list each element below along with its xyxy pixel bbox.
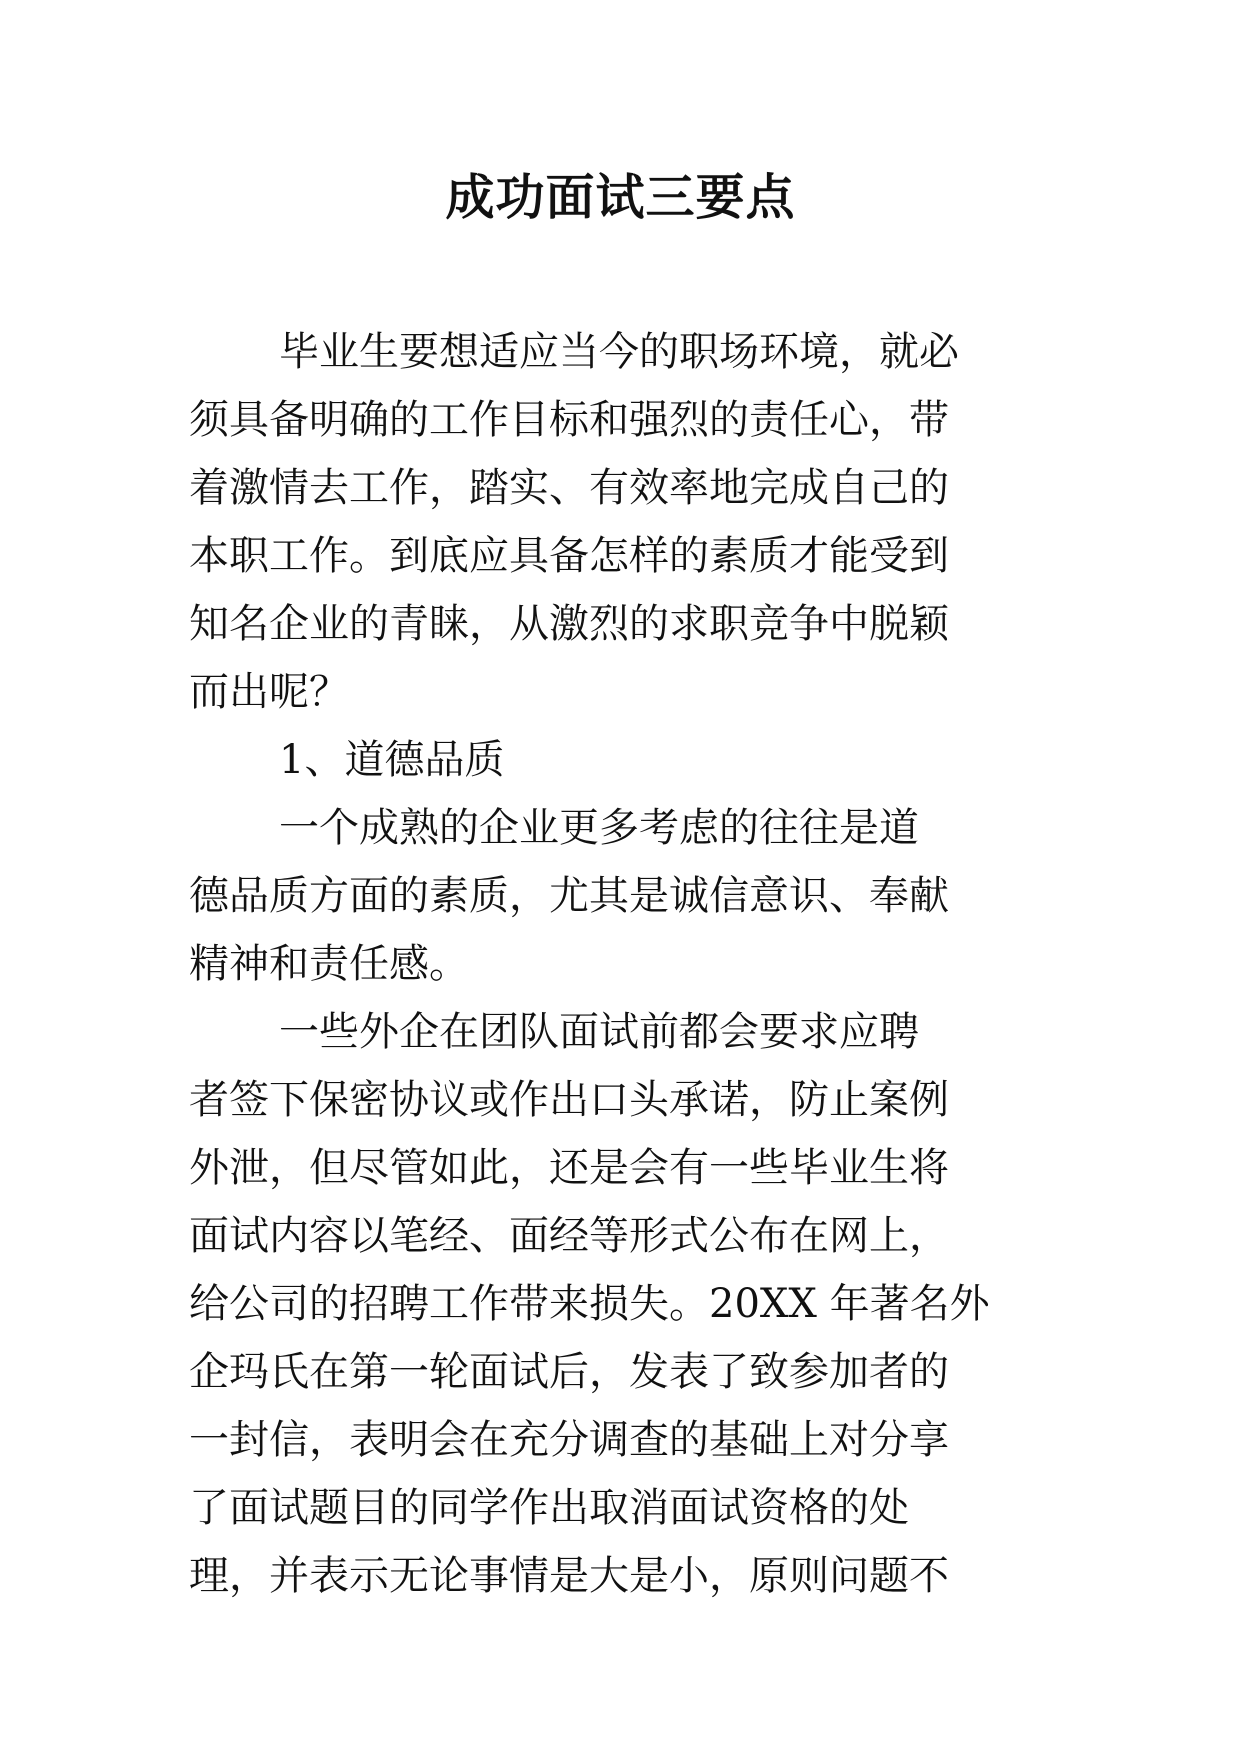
text-line: 本职工作。到底应具备怎样的素质才能受到 — [189, 533, 949, 579]
text-line: 外泄，但尽管如此，还是会有一些毕业生将 — [189, 1145, 949, 1191]
text-line: 知名企业的青睐，从激烈的求职竞争中脱颖 — [189, 601, 949, 647]
text-line: 企玛氏在第一轮面试后，发表了致参加者的 — [189, 1349, 949, 1395]
text-line: 1、道德品质 — [279, 737, 505, 783]
text-line: 一些外企在团队面试前都会要求应聘 — [279, 1009, 919, 1055]
text-line: 毕业生要想适应当今的职场环境，就必 — [279, 329, 959, 375]
text-line: 德品质方面的素质，尤其是诚信意识、奉献 — [189, 873, 949, 919]
text-line: 而出呢？ — [189, 669, 349, 715]
text-line: 着激情去工作，踏实、有效率地完成自己的 — [189, 465, 949, 511]
text-line: 了面试题目的同学作出取消面试资格的处 — [189, 1485, 909, 1531]
document-title: 成功面试三要点 — [445, 169, 796, 226]
text-line: 一个成熟的企业更多考虑的往往是道 — [279, 805, 919, 851]
text-line: 精神和责任感。 — [189, 941, 469, 987]
document-body — [189, 318, 1069, 1610]
text-line: 理，并表示无论事情是大是小，原则问题不 — [189, 1553, 949, 1599]
text-line: 给公司的招聘工作带来损失。20XX 年著名外 — [189, 1281, 990, 1327]
text-line: 者签下保密协议或作出口头承诺，防止案例 — [189, 1077, 949, 1123]
text-line: 须具备明确的工作目标和强烈的责任心，带 — [189, 397, 949, 443]
text-line: 面试内容以笔经、面经等形式公布在网上， — [189, 1213, 949, 1259]
text-line: 一封信，表明会在充分调查的基础上对分享 — [189, 1417, 949, 1463]
